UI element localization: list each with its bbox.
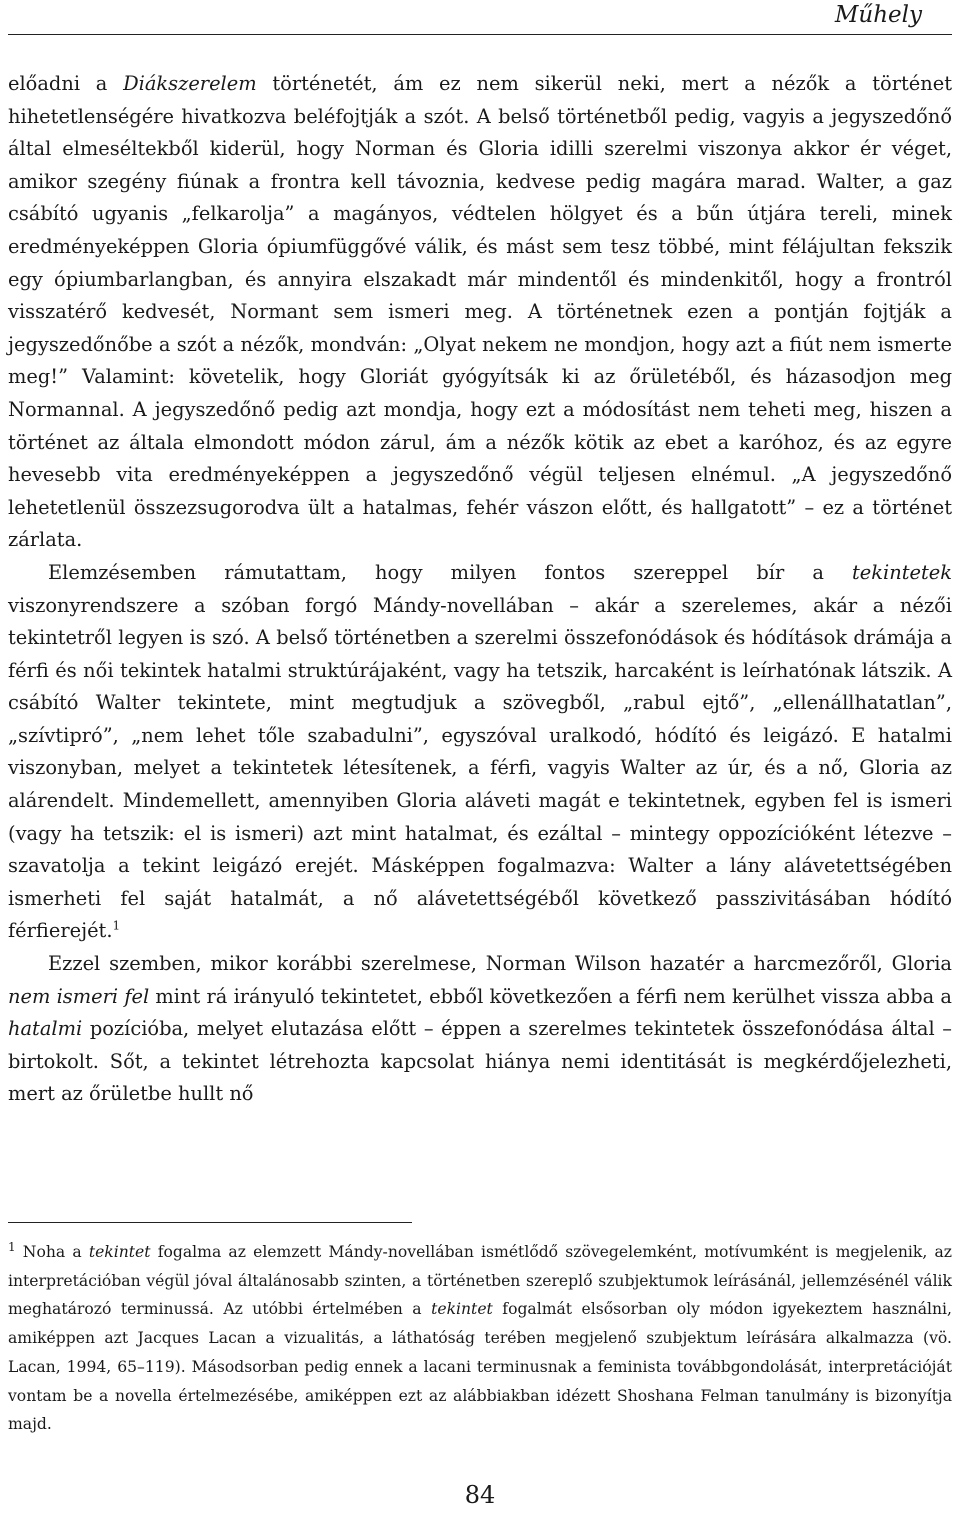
text-run: Ezzel szemben, mikor korábbi szerelmese, Norman Wilson hazatér a harcmezőről, Gloria: [48, 952, 952, 976]
footnote-mark: 1: [8, 1239, 16, 1254]
footnote-divider: [8, 1222, 412, 1223]
paragraph-2: [8, 557, 952, 948]
article-body: [8, 68, 952, 1111]
text-run: előadni a: [8, 72, 124, 95]
text-run: Noha a: [15, 1243, 89, 1261]
text-run: Elemzésemben rámutattam, hogy milyen fontos szereppel bír a: [48, 560, 852, 584]
paragraph-1: [8, 68, 952, 557]
text-run: fogalmát elsősorban oly módon igyekeztem használni, amiképpen azt Jacques Lacan a vizualitás, a láthatóság terében megjelenő szubjektum leírására alkalmazza (vö. Lacan, 1994, 65–119). Másodsorban pedig ennek a lacani terminusnak a feminista továbbgondolását, interpretációját vontam be a novella értelmezésébe, amiképpen ezt az alábbiakban idézett Shoshana Felman tanulmány is bizonyítja majd.: [8, 1300, 953, 1434]
italic-term: tekintet: [431, 1300, 493, 1319]
running-header: [0, 0, 960, 36]
text-run: fogalma az elemzett Mándy-novellában ismétlődő szövegelemként, motívumként is megjelenik, az interpretációban végül jóval általánosabb szinten, a történetben szereplő szubjektumok leírásánál, jellemzésénél válik meghatározó terminussá. Az utóbbi értelmében a: [8, 1243, 952, 1319]
italic-term: hatalmi: [8, 1017, 83, 1041]
paragraph-3: [8, 948, 952, 1111]
italic-title: Diákszerelem: [123, 72, 257, 95]
italic-phrase: nem ismeri fel: [8, 984, 150, 1008]
footnote: [8, 1238, 952, 1439]
section-title: Műhely: [834, 2, 922, 28]
text-run: viszonyrendszere a szóban forgó Mándy-novellában – akár a szerelemes, akár a nézői tekintetről legyen is szó. A belső történetben a szerelmi összefonódások és hódítások drámája a férfi és női tekintek hatalmi struktúrájaként, vagy ha tetszik, harcaként is leírhatónak látszik. A csábító Walter tekintete, mint megtudjuk a szövegből, „rabul ejtő”, „ellenállhatatlan”, „szívtipró”, „nem lehet tőle szabadulni”, egyszóval uralkodó, hódító és leigázó. E hatalmi viszonyban, melyet a tekintetek létesítenek, a férfi, vagyis Walter az úr, és a nő, Gloria az alárendelt. Mindemellett, amennyiben Gloria aláveti magát e tekintetnek, egyben fel is ismeri (vagy ha tetszik: el is ismeri) azt mint hatalmat, és ezáltal – mintegy oppozícióként létezve – szavatolja a tekint leigázó erejét. Másképpen fogalmazva: Walter a lány alávetettségében ismerheti fel saját hatalmát, a nő alávetettségéből következő passzivitásában hódító férfierejét.: [8, 593, 952, 943]
text-run: pozícióba, melyet elutazása előtt – éppen a szerelmes tekintetek összefonódása által – birtokolt. Sőt, a tekintet létrehozta kapcsolat hiánya nemi identitását is megkérdőjelezheti, mert az őrületbe hullt nő: [8, 1017, 952, 1106]
italic-term: tekintet: [88, 1243, 151, 1261]
footnote-reference[interactable]: 1: [112, 918, 121, 933]
text-run: történetét, ám ez nem sikerül neki, mert a nézők a történet hihetetlenségére hivatkozva beléfojtják a szót. A belső történetből pedig, vagyis a jegyszedőnő által elmeséltekből kiderül, hogy Norman és Gloria idilli szerelmi viszonya akkor ér véget, amikor szegény fiúnak a frontra kell távoznia, kedvese pedig magára marad. Walter, a gaz csábító ugyanis „felkarolja” a magányos, védtelen hölgyet és a bűn útjára tereli, minek eredményeképpen Gloria ópiumfüggővé válik, és mást sem tesz többé, mint félájultan fekszik egy ópiumbarlangban, és annyira elszakadt már mindentől és mindenkitől, hogy a frontról visszatérő kedvesét, Normant sem ismeri meg. A történetnek ezen a pontján fojtják a jegyszedőnőbe a szót a nézők, mondván: „Olyat nekem ne mondjon, hogy azt a fiút nem ismerte meg!” Valamint: követelik, hogy Gloriát gyógyítsák ki az őrületéből, és házasodjon meg Normannal. A jegyszedőnő pedig azt mondja, hogy ezt a módosítást nem teheti meg, hiszen a történet az általa elmondott módon zárul, ám a nézők kötik az ebet a karóhoz, és az egyre hevesebb vita eredményeképpen a jegyszedőnő végül teljesen elnémul. „A jegyszedőnő lehetetlenül összezsugorodva ült a hatalmas, fehér vászon előtt, és hallgatott” – ez a történet zárlata.: [8, 72, 953, 552]
text-run: mint rá irányuló tekintetet, ebből következően a férfi nem kerülhet vissza abba a: [149, 984, 952, 1008]
header-divider: [8, 34, 952, 35]
page-number: 84: [464, 1481, 496, 1509]
italic-term: tekintetek: [852, 560, 952, 584]
